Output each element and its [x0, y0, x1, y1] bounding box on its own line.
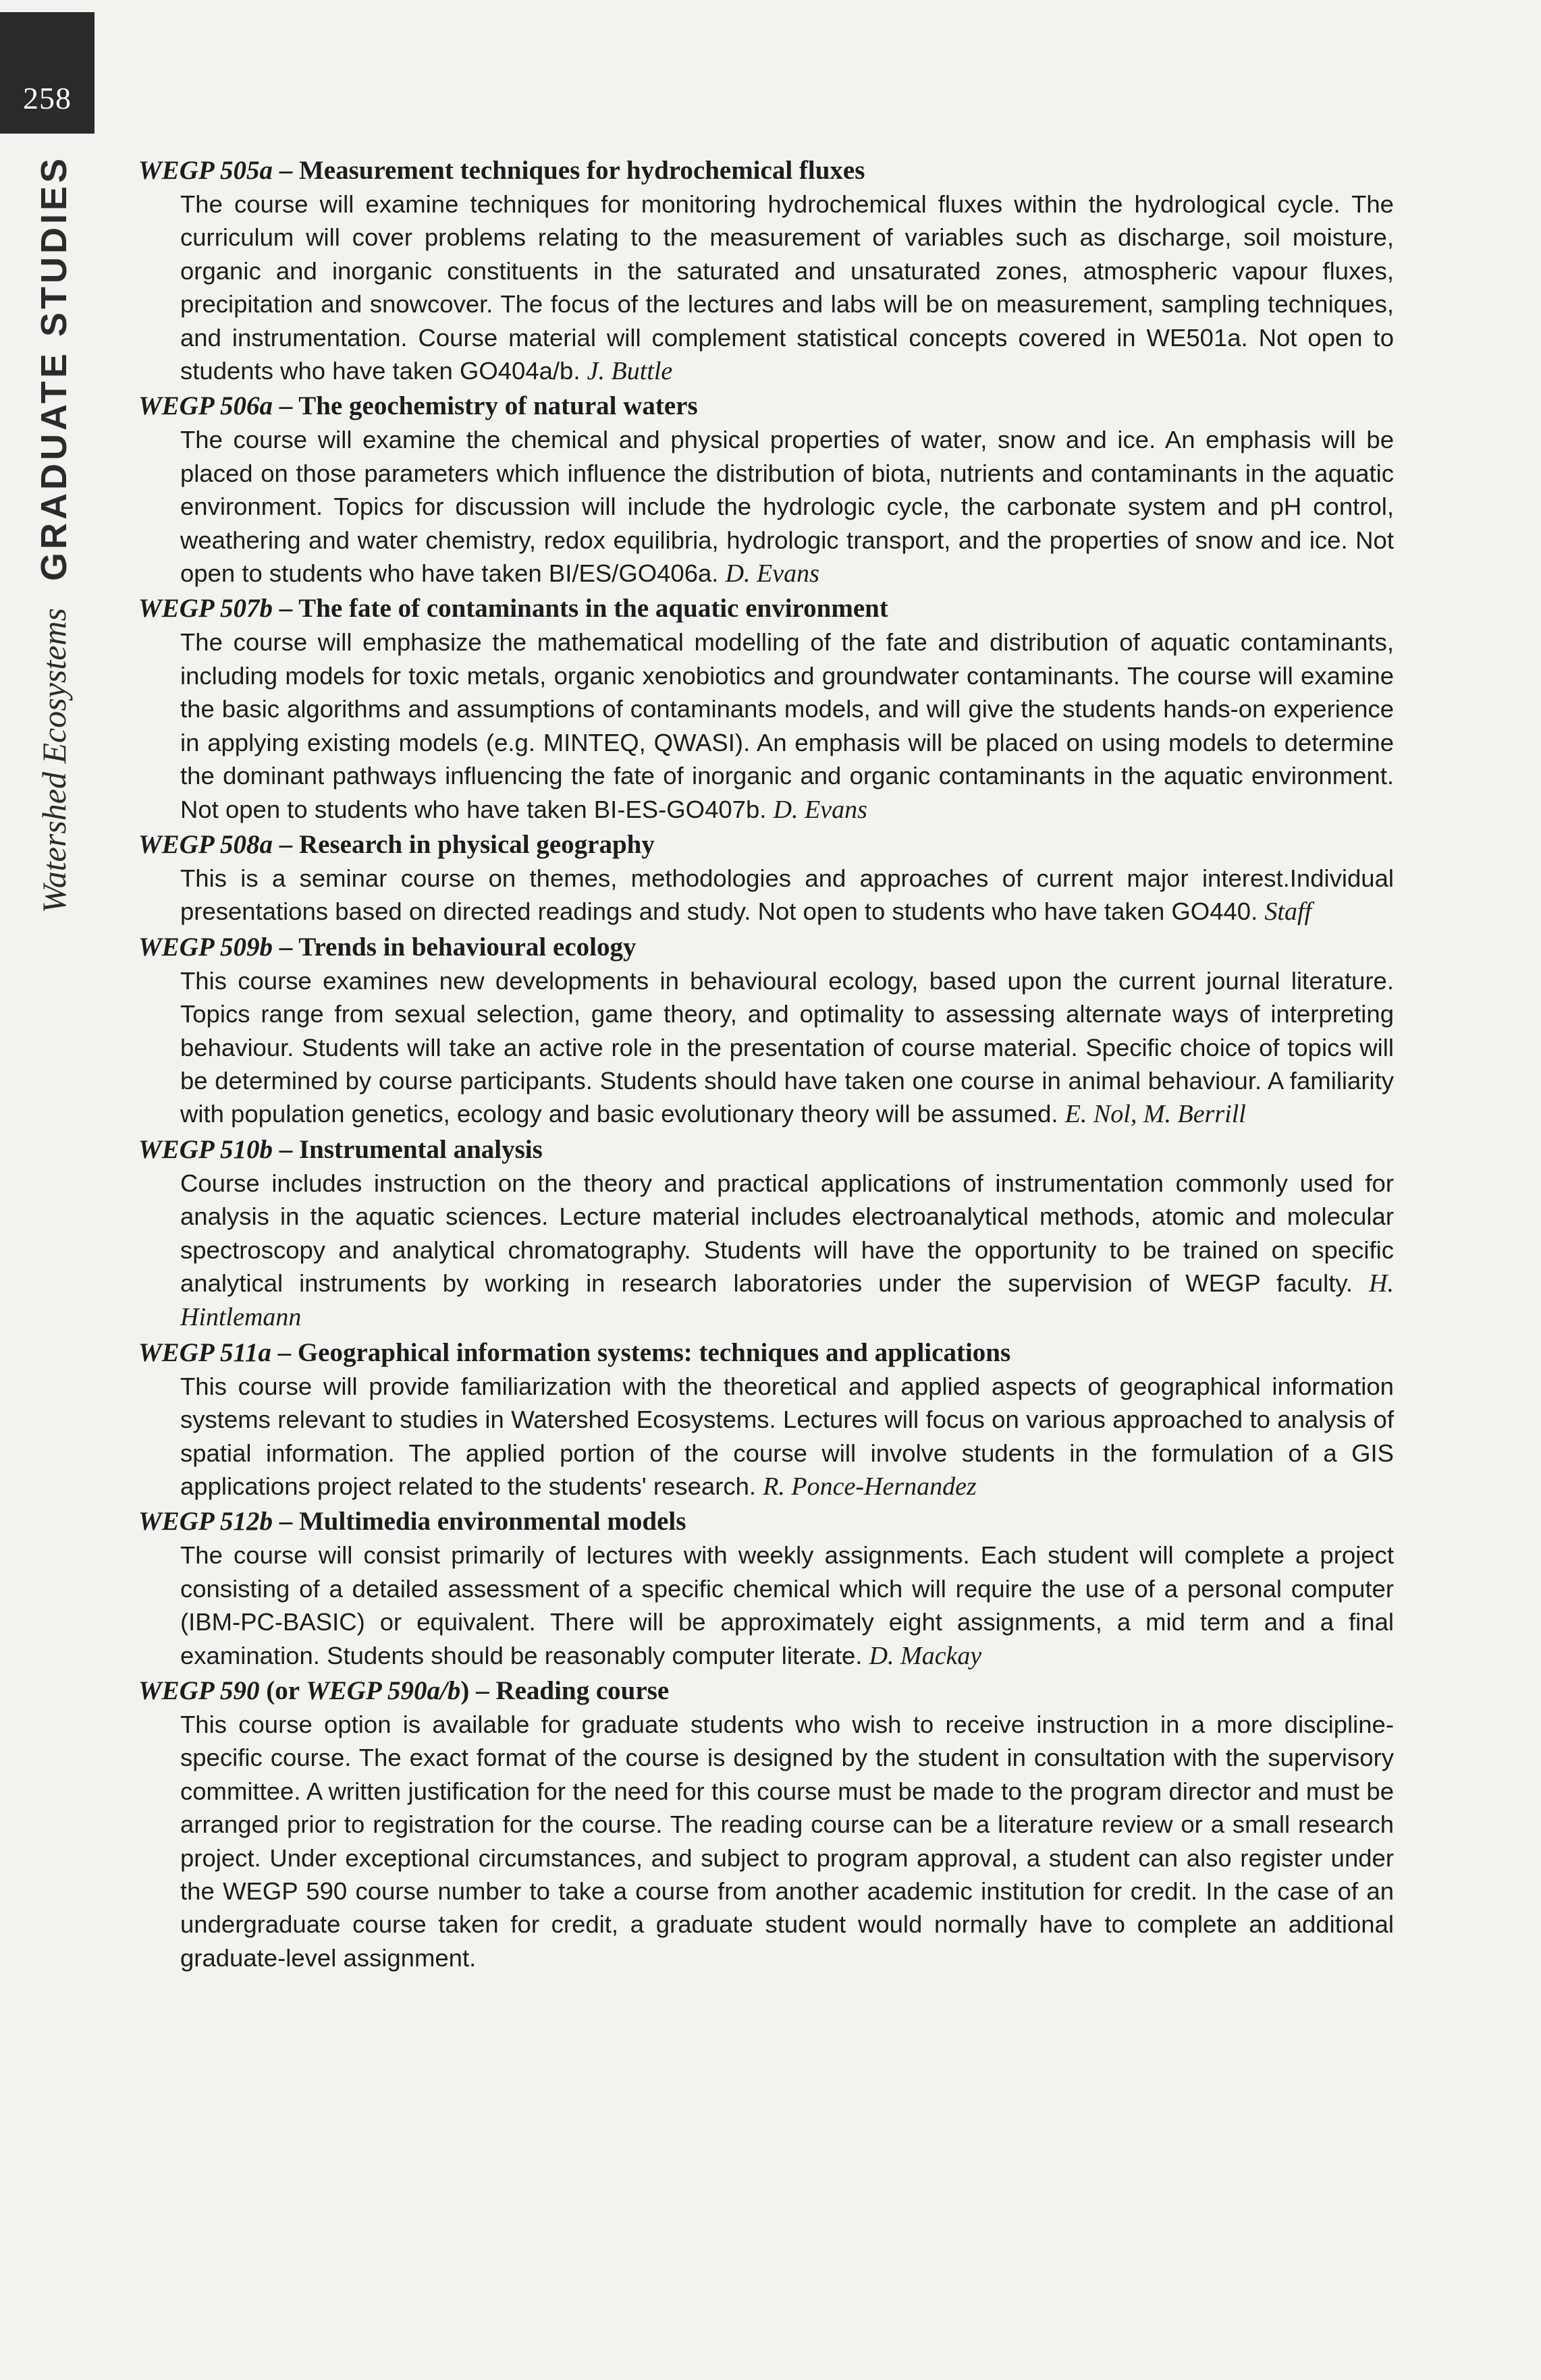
course-code: WEGP 508a: [138, 829, 273, 859]
page-number-tab: [0, 12, 94, 134]
course-title: Multimedia environmental models: [298, 1507, 686, 1537]
course-instructor: D. Evans: [773, 795, 867, 824]
course-entry: [138, 389, 1394, 590]
course-heading: WEGP 507b – The fate of contaminants in the aquatic environment: [138, 594, 888, 624]
course-heading: WEGP 511a – Geographical information systems: techniques and applications: [138, 1337, 1011, 1367]
course-code: WEGP 511a: [138, 1337, 271, 1367]
course-code: WEGP 590: [138, 1676, 260, 1706]
course-heading: WEGP 508a – Research in physical geography: [138, 829, 655, 859]
course-heading: WEGP 590 (or WEGP 590a/b) – Reading course: [138, 1676, 670, 1706]
course-instructor: Staff: [1264, 897, 1312, 926]
course-entry: [138, 931, 1394, 1132]
course-entry: [138, 1505, 1394, 1673]
course-heading: WEGP 510b – Instrumental analysis: [138, 1134, 543, 1164]
course-code: WEGP 506a: [138, 391, 273, 421]
course-description: This is a seminar course on themes, methodologies and approaches of current major interest.Individual presentations based on directed readings and study. Not open to students who have taken GO440. Staff: [180, 864, 1394, 926]
course-title: Trends in behavioural ecology: [298, 932, 637, 962]
side-section-title: GRADUATE STUDIES: [34, 155, 74, 582]
course-description: Course includes instruction on the theory and practical applications of instrumentation commonly used for analysis in the aquatic sciences. Lecture material includes electroanalytical methods, atomic and molecular spectroscopy and analytical chromatography. Students will have the opportunity to be trained on specific analytical instruments by working in research laboratories under the supervision of WEGP faculty. H. Hintlemann: [180, 1169, 1394, 1332]
course-instructor: H. Hintlemann: [180, 1269, 1394, 1332]
course-description: The course will examine the chemical and physical properties of water, snow and ice. An emphasis will be placed on those parameters which influence the distribution of biota, nutrients and contaminants in the aquatic environment. Topics for discussion will include the hydrologic cycle, the carbonate system and pH control, weathering and water chemistry, redox equilibria, hydrologic transport, and the properties of snow and ice. Not open to students who have taken BI/ES/GO406a. D. Evans: [180, 426, 1394, 588]
course-heading: WEGP 505a – Measurement techniques for hydrochemical fluxes: [138, 156, 865, 185]
course-code: WEGP 505a: [138, 156, 273, 185]
course-description: The course will consist primarily of lectures with weekly assignments. Each student will complete a project consisting of a detailed assessment of a specific chemical which will require the use of a personal computer (IBM-PC-BASIC) or equivalent. There will be approximately eight assignments, a mid term and a final examination. Students should be reasonably computer literate. D. Mackay: [180, 1541, 1394, 1670]
course-description: This course option is available for graduate students who wish to receive instruction in a more discipline-specific course. The exact format of the course is designed by the student in consultation with the supervisory committee. A written justification for the need for this course must be made to the program director and must be arranged prior to registration for the course. The reading course can be a literature review or a small research project. Under exceptional circumstances, and subject to program approval, a student can also register under the WEGP 590 course number to take a course from another academic institution for credit. In the case of an undergraduate course taken for credit, a graduate student would normally have to complete an additional graduate-level assignment.: [180, 1711, 1394, 1972]
course-entry: [138, 154, 1394, 388]
course-description: This course examines new developments in behavioural ecology, based upon the current journal literature. Topics range from sexual selection, game theory, and optimality to assessing alternate ways of interpreting behaviour. Students will take an active role in the presentation of course material. Specific choice of topics will be determined by course participants. Students should have taken one course in animal behaviour. A familiarity with population genetics, ecology and basic evolutionary theory will be assumed. E. Nol, M. Berrill: [180, 966, 1394, 1129]
course-code: WEGP 512b: [138, 1507, 273, 1537]
course-instructor: R. Ponce-Hernandez: [763, 1472, 977, 1501]
course-description: The course will examine techniques for monitoring hydrochemical fluxes within the hydrological cycle. The curriculum will cover problems relating to the measurement of variables such as discharge, soil moisture, organic and inorganic constituents in the saturated and unsaturated zones, atmospheric vapour fluxes, precipitation and snowcover. The focus of the lectures and labs will be on measurement, sampling techniques, and instrumentation. Course material will complement statistical concepts covered in WE501a. Not open to students who have taken GO404a/b. J. Buttle: [180, 190, 1394, 386]
course-instructor: J. Buttle: [587, 357, 673, 386]
course-entry: [138, 1336, 1394, 1504]
course-entry: [138, 592, 1394, 826]
page-number: 258: [23, 81, 72, 115]
course-title: Measurement techniques for hydrochemical fluxes: [298, 156, 865, 185]
course-list: [138, 154, 1394, 1976]
course-instructor: E. Nol, M. Berrill: [1064, 1100, 1246, 1129]
course-title: The geochemistry of natural waters: [298, 391, 698, 421]
course-alt-code: WEGP 590a/b: [306, 1676, 461, 1706]
course-title: Instrumental analysis: [298, 1134, 543, 1164]
course-description: The course will emphasize the mathematical modelling of the fate and distribution of aquatic contaminants, including models for toxic metals, organic xenobiotics and groundwater contaminants. The course will examine the basic algorithms and assumptions of contaminants models, and will give the students hands-on experience in applying existing models (e.g. MINTEQ, QWASI). An emphasis will be placed on using models to determine the dominant pathways influencing the fate of inorganic and organic contaminants in the aquatic environment. Not open to students who have taken BI-ES-GO407b. D. Evans: [180, 628, 1394, 824]
course-entry: [138, 1674, 1394, 1974]
course-entry: [138, 828, 1394, 929]
course-title: Geographical information systems: techniques and applications: [297, 1337, 1011, 1367]
course-title: The fate of contaminants in the aquatic environment: [298, 594, 888, 624]
course-code: WEGP 507b: [138, 594, 273, 624]
side-series-title: Watershed Ecosystems: [35, 608, 73, 914]
course-instructor: D. Mackay: [869, 1641, 982, 1670]
course-heading: WEGP 506a – The geochemistry of natural waters: [138, 391, 698, 421]
course-heading: WEGP 512b – Multimedia environmental models: [138, 1507, 686, 1537]
course-code: WEGP 510b: [138, 1134, 273, 1164]
course-entry: [138, 1133, 1394, 1335]
course-title: Research in physical geography: [298, 829, 655, 859]
side-running-head: [24, 155, 84, 914]
course-title: Reading course: [495, 1676, 670, 1706]
course-heading: WEGP 509b – Trends in behavioural ecology: [138, 932, 637, 962]
course-code: WEGP 509b: [138, 932, 273, 962]
course-instructor: D. Evans: [725, 559, 819, 588]
course-description: This course will provide familiarization with the theoretical and applied aspects of geographical information systems relevant to studies in Watershed Ecosystems. Lectures will focus on various approached to analysis of spatial information. The applied portion of the course will involve students in the formulation of a GIS applications project related to the students' research. R. Ponce-Hernandez: [180, 1372, 1394, 1501]
